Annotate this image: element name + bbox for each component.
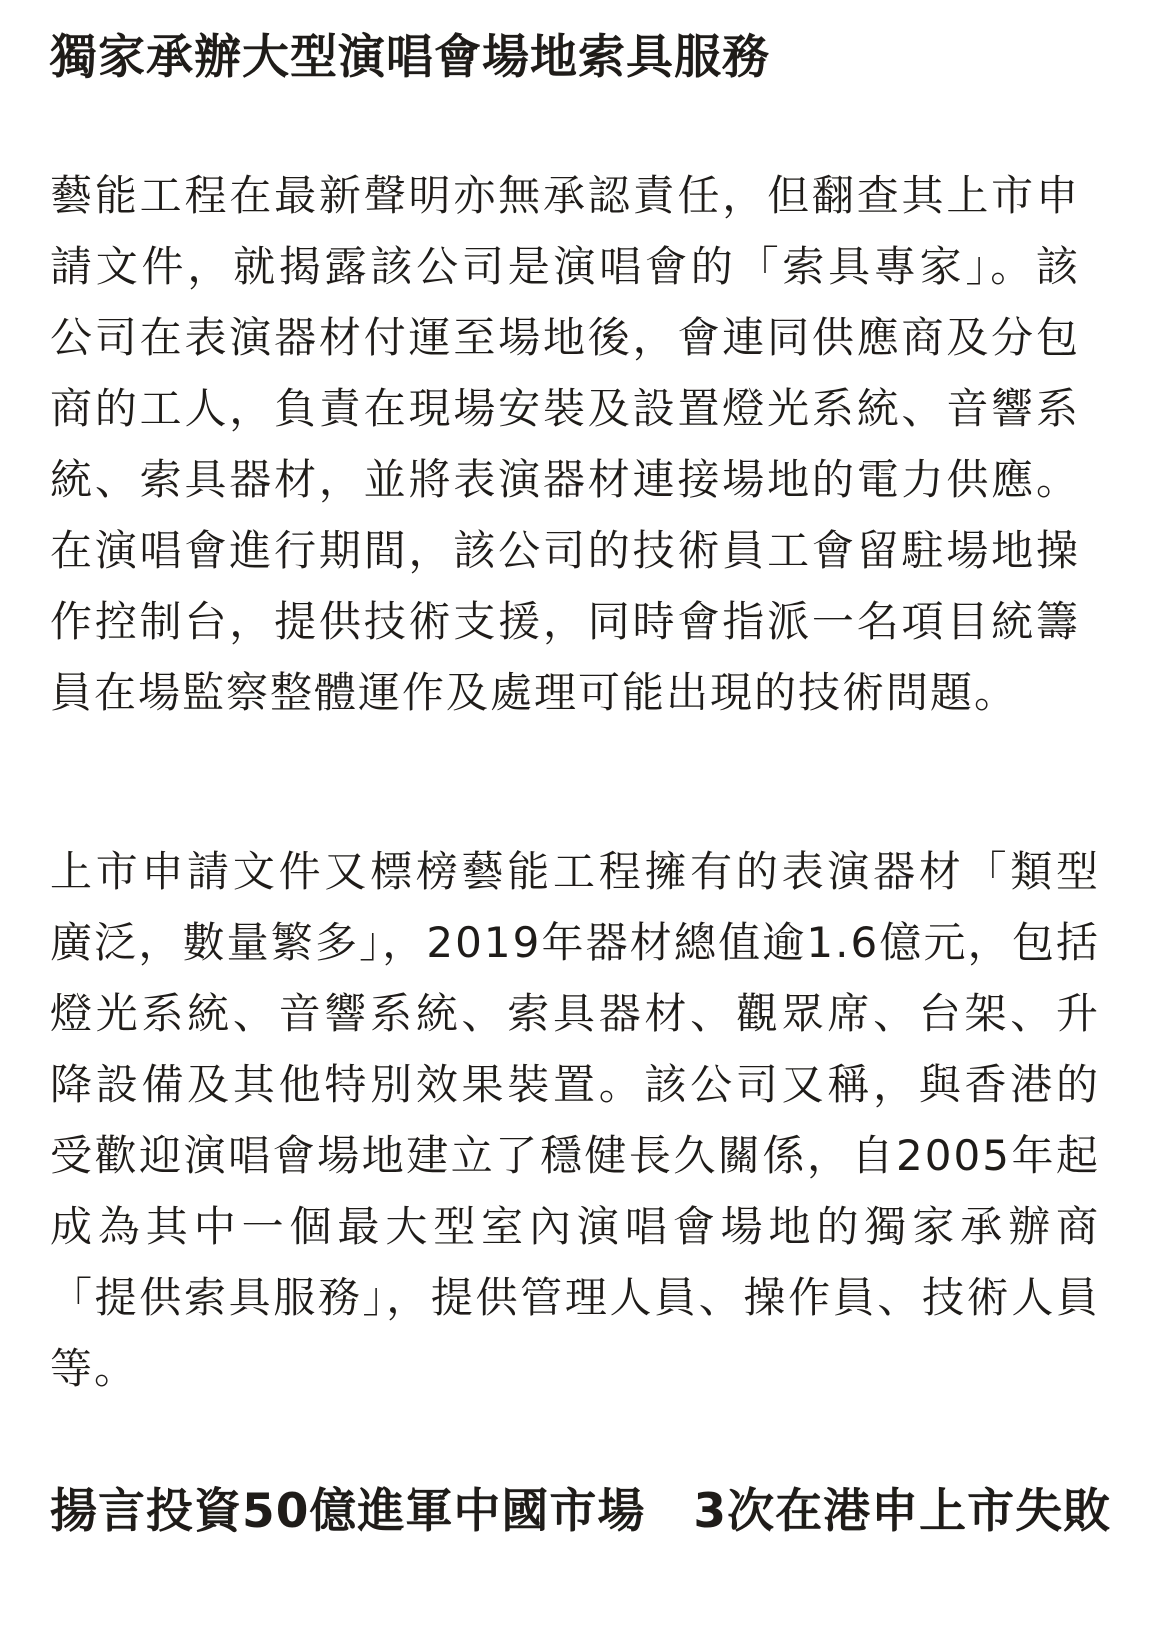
section-heading-rigging-services: 獨家承辦大型演唱會場地索具服務 — [50, 30, 770, 85]
section-heading-listing-failure: 揚言投資50億進軍中國市場 3次在港申上市失敗 — [50, 1484, 1112, 1539]
article-paragraph: 藝能工程在最新聲明亦無承認責任，但翻查其上市申請文件，就揭露該公司是演唱會的「索具專家」。該公司在表演器材付運至場地後，會連同供應商及分包商的工人，負責在現場安裝及設置燈光系統、音響系統、索具器材，並將表演器材連接場地的電力供應。在演唱會進行期間，該公司的技術員工會留駐場地操作控制台，提供技術支援，同時會指派一名項目統籌員在場監察整體運作及處理可能出現的技術問題。 — [50, 171, 1080, 717]
article-paragraph: 上市申請文件又標榜藝能工程擁有的表演器材「類型廣泛，數量繁多」，2019年器材總值逾1.6億元，包括燈光系統、音響系統、索具器材、觀眾席、台架、升降設備及其他特別效果裝置。該公司又稱，與香港的受歡迎演唱會場地建立了穩健長久關係，自2005年起成為其中一個最大型室內演唱會場地的獨家承辦商「提供索具服務」，提供管理人員、操作員、技術人員等。 — [50, 847, 1100, 1393]
